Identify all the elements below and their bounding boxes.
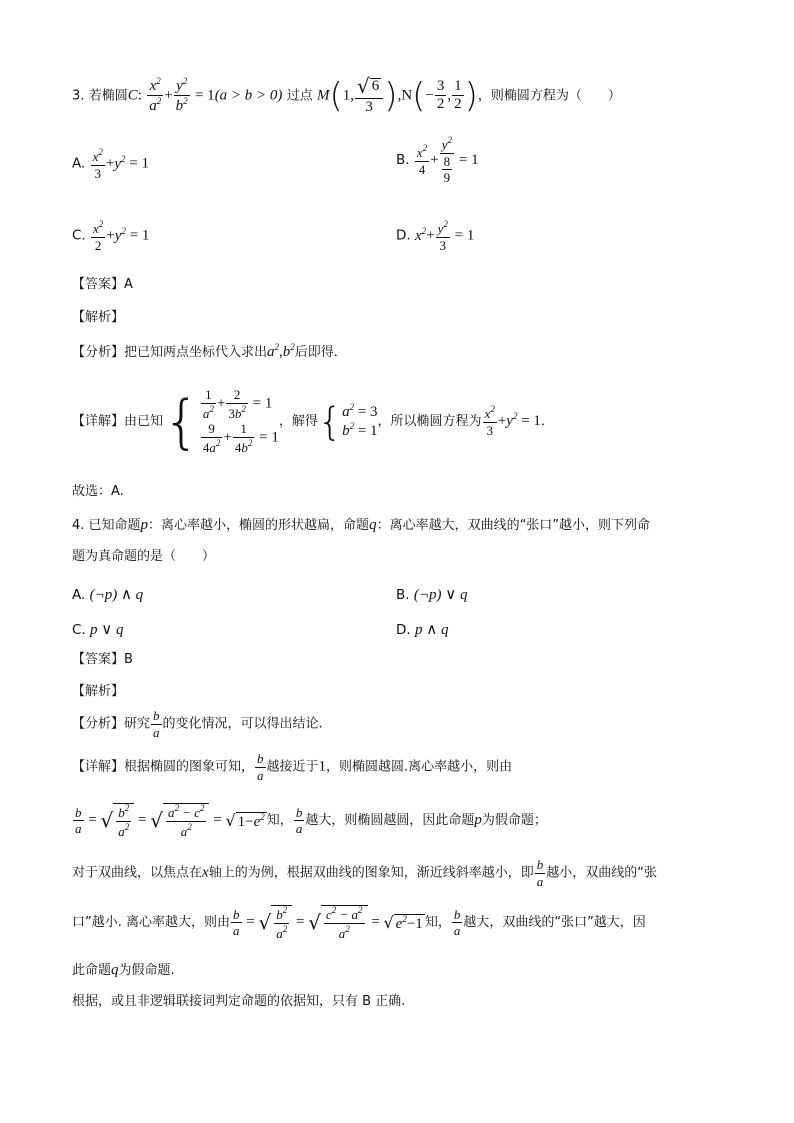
q3-option-c: C. $\frac{x^2}{2}$ $+y^2 = 1$ — [72, 219, 150, 253]
q4-xiangjie-4: 口”越小. 离心率越大，则由 $\frac{b}{a}$ = √ $\frac{b^2}{a^2}$ = √ $\frac{c^2 - a^2}{a^2}$ = √ $e^2-1$ 知， $\frac{b}{a}$ 越大，双曲线的“张口”越大，因 — [72, 905, 646, 941]
q3-fenxi: 【分析】把已知两点坐标代入求出$a^2,b^2$后即得． — [72, 342, 347, 360]
q4-xiangjie-1: 【详解】根据椭圆的图象可知， $\frac{b}{a}$ 越接近于1，则椭圆越圆.离心率越小，则由 — [72, 751, 513, 783]
q4-fenxi: 【分析】研究 $\frac{b}{a}$ 的变化情况，可以得出结论. — [72, 708, 323, 740]
q3-guxuan: 故选：A. — [72, 484, 124, 499]
q4-answer: 【答案】B — [72, 652, 133, 667]
q4-option-a: A. (¬p) ∧ q — [72, 587, 144, 603]
q4-conclusion: 根据，或且非逻辑联接词判定命题的依据知，只有 B 正确. — [72, 994, 406, 1009]
frac-y2-b2: $\frac{y^2}{b^2}$ — [175, 75, 188, 115]
q4-xiangjie-3: 对于双曲线，以焦点在x轴上的为例，根据双曲线的图象知，渐近线斜率越小，即 $\frac{b}{a}$ 越小，双曲线的“张 — [72, 857, 657, 889]
q4-option-c: C. p ∨ q — [72, 622, 124, 638]
frac-3-2: $\frac{3}{2}$ — [436, 77, 445, 113]
frac-sqrt6-3: $\frac{√ 6}{3}$ — [355, 76, 383, 116]
q4-xiangjie-5: 此命题q为假命题. — [72, 962, 175, 978]
q4-option-b: B. (¬p) ∨ q — [396, 587, 468, 603]
q3-option-a: A. $\frac{x^2}{3}$ $+y^2 = 1$ — [72, 147, 149, 181]
q4-stem-line2: 题为真命题的是（ ） — [72, 549, 216, 564]
q3-option-d: D. $x^2+$ $\frac{y^2}{3}$ = 1 — [396, 219, 475, 253]
frac-1-2: $\frac{1}{2}$ — [454, 77, 462, 113]
frac-x2-a2: $\frac{x^2}{a^2}$ — [149, 75, 162, 115]
q4-option-d: D. p ∧ q — [396, 622, 449, 638]
q4-analysis-head: 【解析】 — [72, 684, 125, 699]
q3-answer: 【答案】A — [72, 277, 133, 292]
q4-xiangjie-2: $\frac{b}{a}$ = √ $\frac{b^2}{a^2}$ = √ $\frac{a^2 - c^2}{a^2}$ = √ $1-e^2$ 知， $\frac{b}{a}$ 越大，则椭圆越圆，因此命题p为假命题； — [75, 803, 547, 839]
q3-xiangjie: 【详解】由已知{ $\frac{1}{a^2}$ + $\frac{2}{3b^2}$ = 1 $\frac{9}{4a^2}$ + $\frac{1}{4b^2}$ = 1 ，解得{ $a^2 = 3$ $b^2 = 1$ ，所以椭圆方程为 $\frac{x^2}{3}$ $+y^2 = 1$． — [72, 387, 554, 456]
q3-option-b: B. $\frac{x^2}{4}$ + $\frac{y^2}{\frac{8}{9}}$ = 1 — [396, 135, 479, 186]
q3-stem: 3. 若椭圆C: $\frac{x^2}{a^2}$ + $\frac{y^2}{b^2}$ = 1(a > b > 0) 过点 M(1, $\frac{√ 6}{3}$ ),N(− $\frac{3}{2}$ , $\frac{1}{2}$ )，则椭圆方程为（ ） — [72, 74, 621, 116]
q3-analysis-head: 【解析】 — [72, 310, 125, 325]
q4-stem-line1: 4. 已知命题p：离心率越小，椭圆的形状越扁，命题q：离心率越大，双曲线的“张口”越小，则下列命 — [72, 517, 651, 533]
